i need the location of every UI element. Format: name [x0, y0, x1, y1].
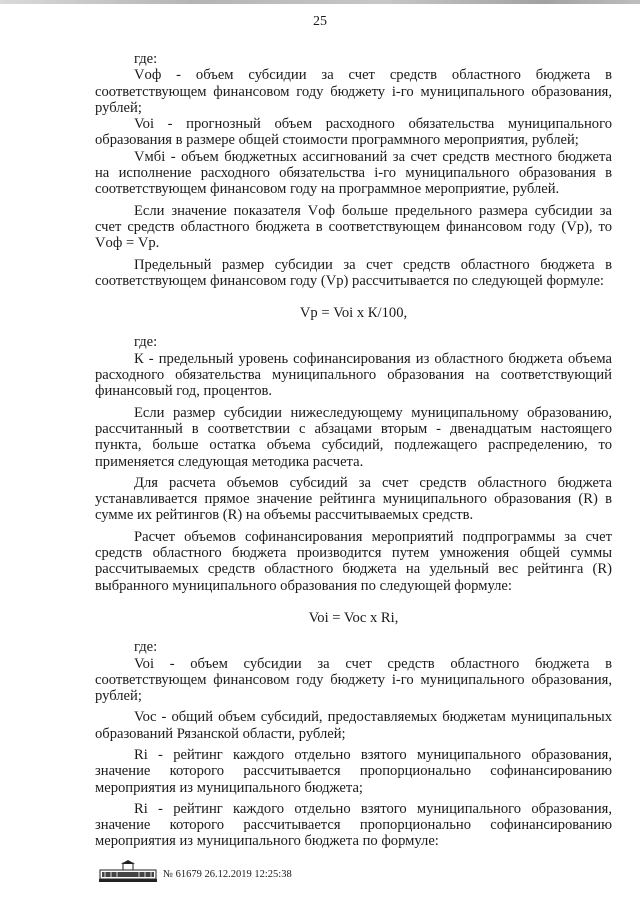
page-number: 25: [313, 14, 327, 29]
paragraph-rating: Для расчета объемов субсидий за счет средств областного бюджета устанавливается прямое значение рейтинга муниципального образования (R) в сумме их рейтингов (R) на объемы рассчитываемых средств.: [95, 474, 612, 524]
definition-ri-formula: Ri - рейтинг каждого отдельно взятого муниципального образования, значение которого рассчитывается пропорционально софинансированию мероприятия из муниципального бюджета по формуле:: [95, 800, 612, 850]
definition-v-oi: Voi - прогнозный объем расходного обязательства муниципального образования в размере общей стоимости программного мероприятия, рублей;: [95, 116, 612, 149]
paragraph-limit-condition: Если значение показателя Vоф больше предельного размера субсидии за счет средств областного бюджета в соответствующем финансовом году (Vр), то Vоф = Vр.: [95, 202, 612, 252]
scan-top-edge: [0, 0, 640, 4]
document-footer: [99, 860, 329, 882]
where-label: где:: [134, 639, 158, 656]
formula-voi: Voi = Voc x Ri,: [308, 609, 399, 626]
paragraph-limit-intro: Предельный размер субсидии за счет средств областного бюджета в соответствующем финансовом году (Vр) рассчитывается по следующей формуле:: [95, 256, 612, 289]
definition-k: К - предельный уровень софинансирования из областного бюджета объема расходного обязательства муниципального образования на соответствующий финансовый год, процентов.: [95, 350, 612, 400]
definition-v-mbi: Vмбi - объем бюджетных ассигнований за счет средств местного бюджета на исполнение расходного обязательства i-го муниципального образования в соответствующем финансовом году на программное мероприятие, рублей.: [95, 148, 612, 198]
definition-v-of: Vоф - объем субсидии за счет средств областного бюджета в соответствующем финансовом году бюджету i-го муниципального образования, рублей;: [95, 67, 612, 116]
formula-vp: Vр = Voi x К/100,: [299, 305, 408, 322]
document-body: [95, 51, 612, 850]
where-label: где:: [134, 51, 158, 67]
where-label: где:: [134, 334, 158, 351]
definition-voi: Voi - объем субсидии за счет средств областного бюджета в соответствующем финансовом году бюджету i-го муниципального образования, рублей;: [95, 655, 612, 705]
definition-ri: Ri - рейтинг каждого отдельно взятого муниципального образования, значение которого рассчитывается пропорционально софинансированию мероприятия из муниципального бюджета;: [95, 746, 612, 796]
paragraph-cofinancing-calc: Расчет объемов софинансирования мероприятий подпрограммы за счет средств областного бюджета производится путем умножения общей суммы рассчитываемых средств областного бюджета на удельный вес рейтинга (R) выбранного муниципального образования по следующей формуле:: [95, 528, 612, 594]
paragraph-remainder-rule: Если размер субсидии нижеследующему муниципальному образованию, рассчитанный в соответствии с абзацами вторым - двенадцатым настоящего пункта, больше остатка объема субсидий, подлежащего распределению, то применяется следующая методика расчета.: [95, 404, 612, 470]
definition-voc: Voc - общий объем субсидий, предоставляемых бюджетам муниципальных образований Рязанской области, рублей;: [95, 709, 612, 742]
registration-stamp: № 61679 26.12.2019 12:25:38: [163, 869, 292, 880]
government-building-logo-icon: [99, 860, 157, 882]
